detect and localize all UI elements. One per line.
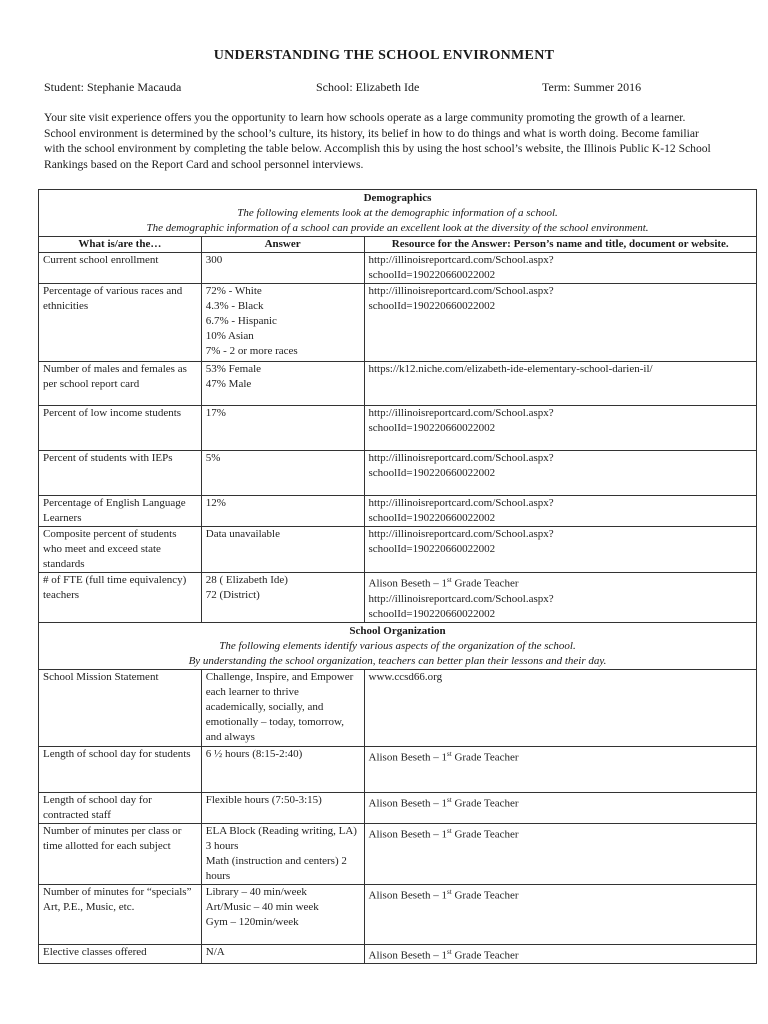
answer-cell	[201, 573, 364, 623]
question-cell: Percent of students with IEPs	[39, 451, 202, 496]
answer-cell-line: 28 ( Elizabeth Ide)	[205, 574, 288, 586]
question-cell: Length of school day for contracted staff	[39, 792, 202, 823]
organization-table-row	[39, 823, 757, 884]
resource-cell-line: https://k12.niche.com/elizabeth-ide-elementary-school-darien-il/	[368, 363, 653, 375]
demographics-section-heading: Demographics	[363, 192, 432, 204]
resource-cell-line: http://illinoisreportcard.com/School.aspx?	[368, 497, 554, 509]
organization-section-intro-line-1: The following elements identify various aspects of the organization of the school.	[219, 639, 576, 652]
resource-cell-line: schoolId=190220660022002	[368, 543, 496, 555]
resource-cell	[364, 496, 757, 527]
answer-cell-line: Library – 40 min/week	[205, 885, 307, 898]
resource-cell-line: Alison Beseth – 1st Grade Teacher	[368, 749, 519, 764]
answer-cell	[201, 451, 364, 496]
document-title: UNDERSTANDING THE SCHOOL ENVIRONMENT	[213, 48, 555, 63]
answer-cell	[201, 284, 364, 362]
answer-cell-line: 6 ½ hours (8:15-2:40)	[205, 747, 303, 760]
school-field: School: Elizabeth Ide	[316, 80, 420, 94]
resource-cell-line: schoolId=190220660022002	[368, 467, 496, 479]
demographics-table-row	[39, 253, 757, 284]
resource-cell-line: schoolId=190220660022002	[368, 422, 496, 434]
resource-cell-line: Alison Beseth – 1st Grade Teacher	[368, 887, 519, 902]
answer-cell	[201, 823, 364, 884]
resource-cell-line: Alison Beseth – 1st Grade Teacher	[368, 795, 519, 810]
intro-paragraph: Your site visit experience offers you the opportunity to learn how schools operate as a large community promoting the growth of a learner. School environment is determined by the school’s culture, its history, its belief in how to do things and what is worth doing. Become familiar with the school environment by completing the table below. Accomplish this by using the host school’s website, the Illinois Public K-12 School Rankings based on the Report Card and school personnel interviews.	[44, 111, 711, 171]
answer-cell	[201, 746, 364, 792]
student-field: Student: Stephanie Macauda	[44, 80, 182, 94]
demographics-table-row	[39, 527, 757, 573]
answer-cell-line: 5%	[205, 452, 221, 464]
column-header-answer: Answer	[201, 237, 364, 253]
school-environment-table	[38, 189, 757, 964]
answer-cell-line: 10% Asian	[205, 330, 254, 342]
resource-cell-line: http://illinoisreportcard.com/School.aspx?	[368, 285, 554, 297]
resource-cell	[364, 669, 757, 746]
answer-cell	[201, 496, 364, 527]
answer-cell-line: N/A	[205, 945, 225, 958]
demographics-section-intro-line-2: The demographic information of a school can provide an excellent look at the diversity of the school environment.	[146, 222, 649, 234]
question-cell: Percentage of English Language Learners	[39, 496, 202, 527]
resource-cell-line: http://illinoisreportcard.com/School.aspx?	[368, 528, 554, 540]
organization-table-row	[39, 669, 757, 746]
answer-cell	[201, 944, 364, 964]
answer-cell-line: Data unavailable	[205, 528, 280, 540]
resource-cell-line: http://illinoisreportcard.com/School.aspx?	[368, 452, 554, 464]
organization-section-heading: School Organization	[349, 624, 446, 637]
organization-table-row	[39, 792, 757, 823]
answer-cell-line: ELA Block (Reading writing, LA) 3 hours	[205, 824, 357, 852]
answer-cell	[201, 669, 364, 746]
question-cell: School Mission Statement	[39, 669, 202, 746]
column-header-what: What is/are the…	[39, 237, 202, 253]
demographics-table-row	[39, 451, 757, 496]
resource-cell-line: schoolId=190220660022002	[368, 300, 496, 312]
answer-cell	[201, 527, 364, 573]
organization-table-row	[39, 944, 757, 964]
resource-cell-line: schoolId=190220660022002	[368, 607, 496, 620]
organization-section-header	[39, 622, 757, 669]
answer-cell-line: Flexible hours (7:50-3:15)	[205, 793, 322, 806]
answer-cell	[201, 406, 364, 451]
demographics-table-row	[39, 496, 757, 527]
resource-cell	[364, 823, 757, 884]
answer-cell	[201, 792, 364, 823]
organization-section-row	[39, 622, 757, 669]
question-cell: Number of minutes per class or time allotted for each subject	[39, 823, 202, 884]
resource-cell	[364, 253, 757, 284]
resource-cell-line: http://illinoisreportcard.com/School.aspx?	[368, 407, 554, 419]
resource-cell	[364, 944, 757, 964]
answer-cell-line: 72 (District)	[205, 589, 260, 601]
question-cell: Number of minutes for “specials” Art, P.E., Music, etc.	[39, 884, 202, 944]
resource-cell-line: schoolId=190220660022002	[368, 269, 496, 281]
resource-cell-line: http://illinoisreportcard.com/School.aspx?	[368, 254, 554, 266]
resource-cell-line: Alison Beseth – 1st Grade Teacher	[368, 576, 519, 590]
resource-cell	[364, 746, 757, 792]
answer-cell-line: 72% - White	[205, 285, 262, 297]
resource-cell	[364, 527, 757, 573]
answer-cell-line: 7% - 2 or more races	[205, 345, 298, 357]
demographics-table-row	[39, 284, 757, 362]
answer-cell-line: Gym – 120min/week	[205, 915, 299, 928]
resource-cell-line: Alison Beseth – 1st Grade Teacher	[368, 826, 519, 841]
resource-cell	[364, 792, 757, 823]
resource-cell-line: http://illinoisreportcard.com/School.aspx?	[368, 592, 554, 605]
answer-cell	[201, 253, 364, 284]
resource-cell	[364, 362, 757, 406]
resource-cell	[364, 884, 757, 944]
demographics-table-row	[39, 573, 757, 623]
resource-cell	[364, 451, 757, 496]
resource-cell	[364, 284, 757, 362]
organization-section-intro-line-2: By understanding the school organization, teachers can better plan their lessons and their day.	[188, 654, 607, 667]
resource-cell	[364, 406, 757, 451]
answer-cell-line: Math (instruction and centers) 2 hours	[205, 854, 347, 882]
answer-cell-line: 6.7% - Hispanic	[205, 315, 277, 327]
question-cell: Percentage of various races and ethnicities	[39, 284, 202, 362]
question-cell: Elective classes offered	[39, 944, 202, 964]
column-header-row	[39, 237, 757, 253]
organization-table-row	[39, 746, 757, 792]
resource-cell	[364, 573, 757, 623]
answer-cell-line: 53% Female	[205, 363, 262, 375]
answer-cell-line: 300	[205, 254, 223, 266]
demographics-table-row	[39, 406, 757, 451]
answer-cell-line: Challenge, Inspire, and Empower each learner to thrive academically, socially, and emotionally – today, tomorrow, and always	[205, 670, 354, 743]
answer-cell-line: 4.3% - Black	[205, 300, 264, 312]
answer-cell-line: 17%	[205, 407, 226, 419]
question-cell: Percent of low income students	[39, 406, 202, 451]
demographics-table-row	[39, 362, 757, 406]
organization-table-row	[39, 884, 757, 944]
question-cell: Composite percent of students who meet and exceed state standards	[39, 527, 202, 573]
demographics-section-row	[39, 190, 757, 237]
column-header-resource: Resource for the Answer: Person’s name and title, document or website.	[364, 237, 757, 253]
demographics-section-header	[39, 190, 757, 237]
answer-cell-line: 12%	[205, 497, 226, 509]
term-field: Term: Summer 2016	[542, 80, 642, 94]
answer-cell-line: 47% Male	[205, 378, 252, 390]
question-cell: Length of school day for students	[39, 746, 202, 792]
answer-cell-line: Art/Music – 40 min week	[205, 900, 319, 913]
demographics-section-intro-line-1: The following elements look at the demographic information of a school.	[237, 207, 558, 219]
question-cell: # of FTE (full time equivalency) teachers	[39, 573, 202, 623]
question-cell: Number of males and females as per school report card	[39, 362, 202, 406]
resource-cell-line: Alison Beseth – 1st Grade Teacher	[368, 947, 519, 962]
answer-cell	[201, 884, 364, 944]
answer-cell	[201, 362, 364, 406]
question-cell: Current school enrollment	[39, 253, 202, 284]
resource-cell-line: www.ccsd66.org	[368, 670, 443, 683]
resource-cell-line: schoolId=190220660022002	[368, 512, 496, 524]
